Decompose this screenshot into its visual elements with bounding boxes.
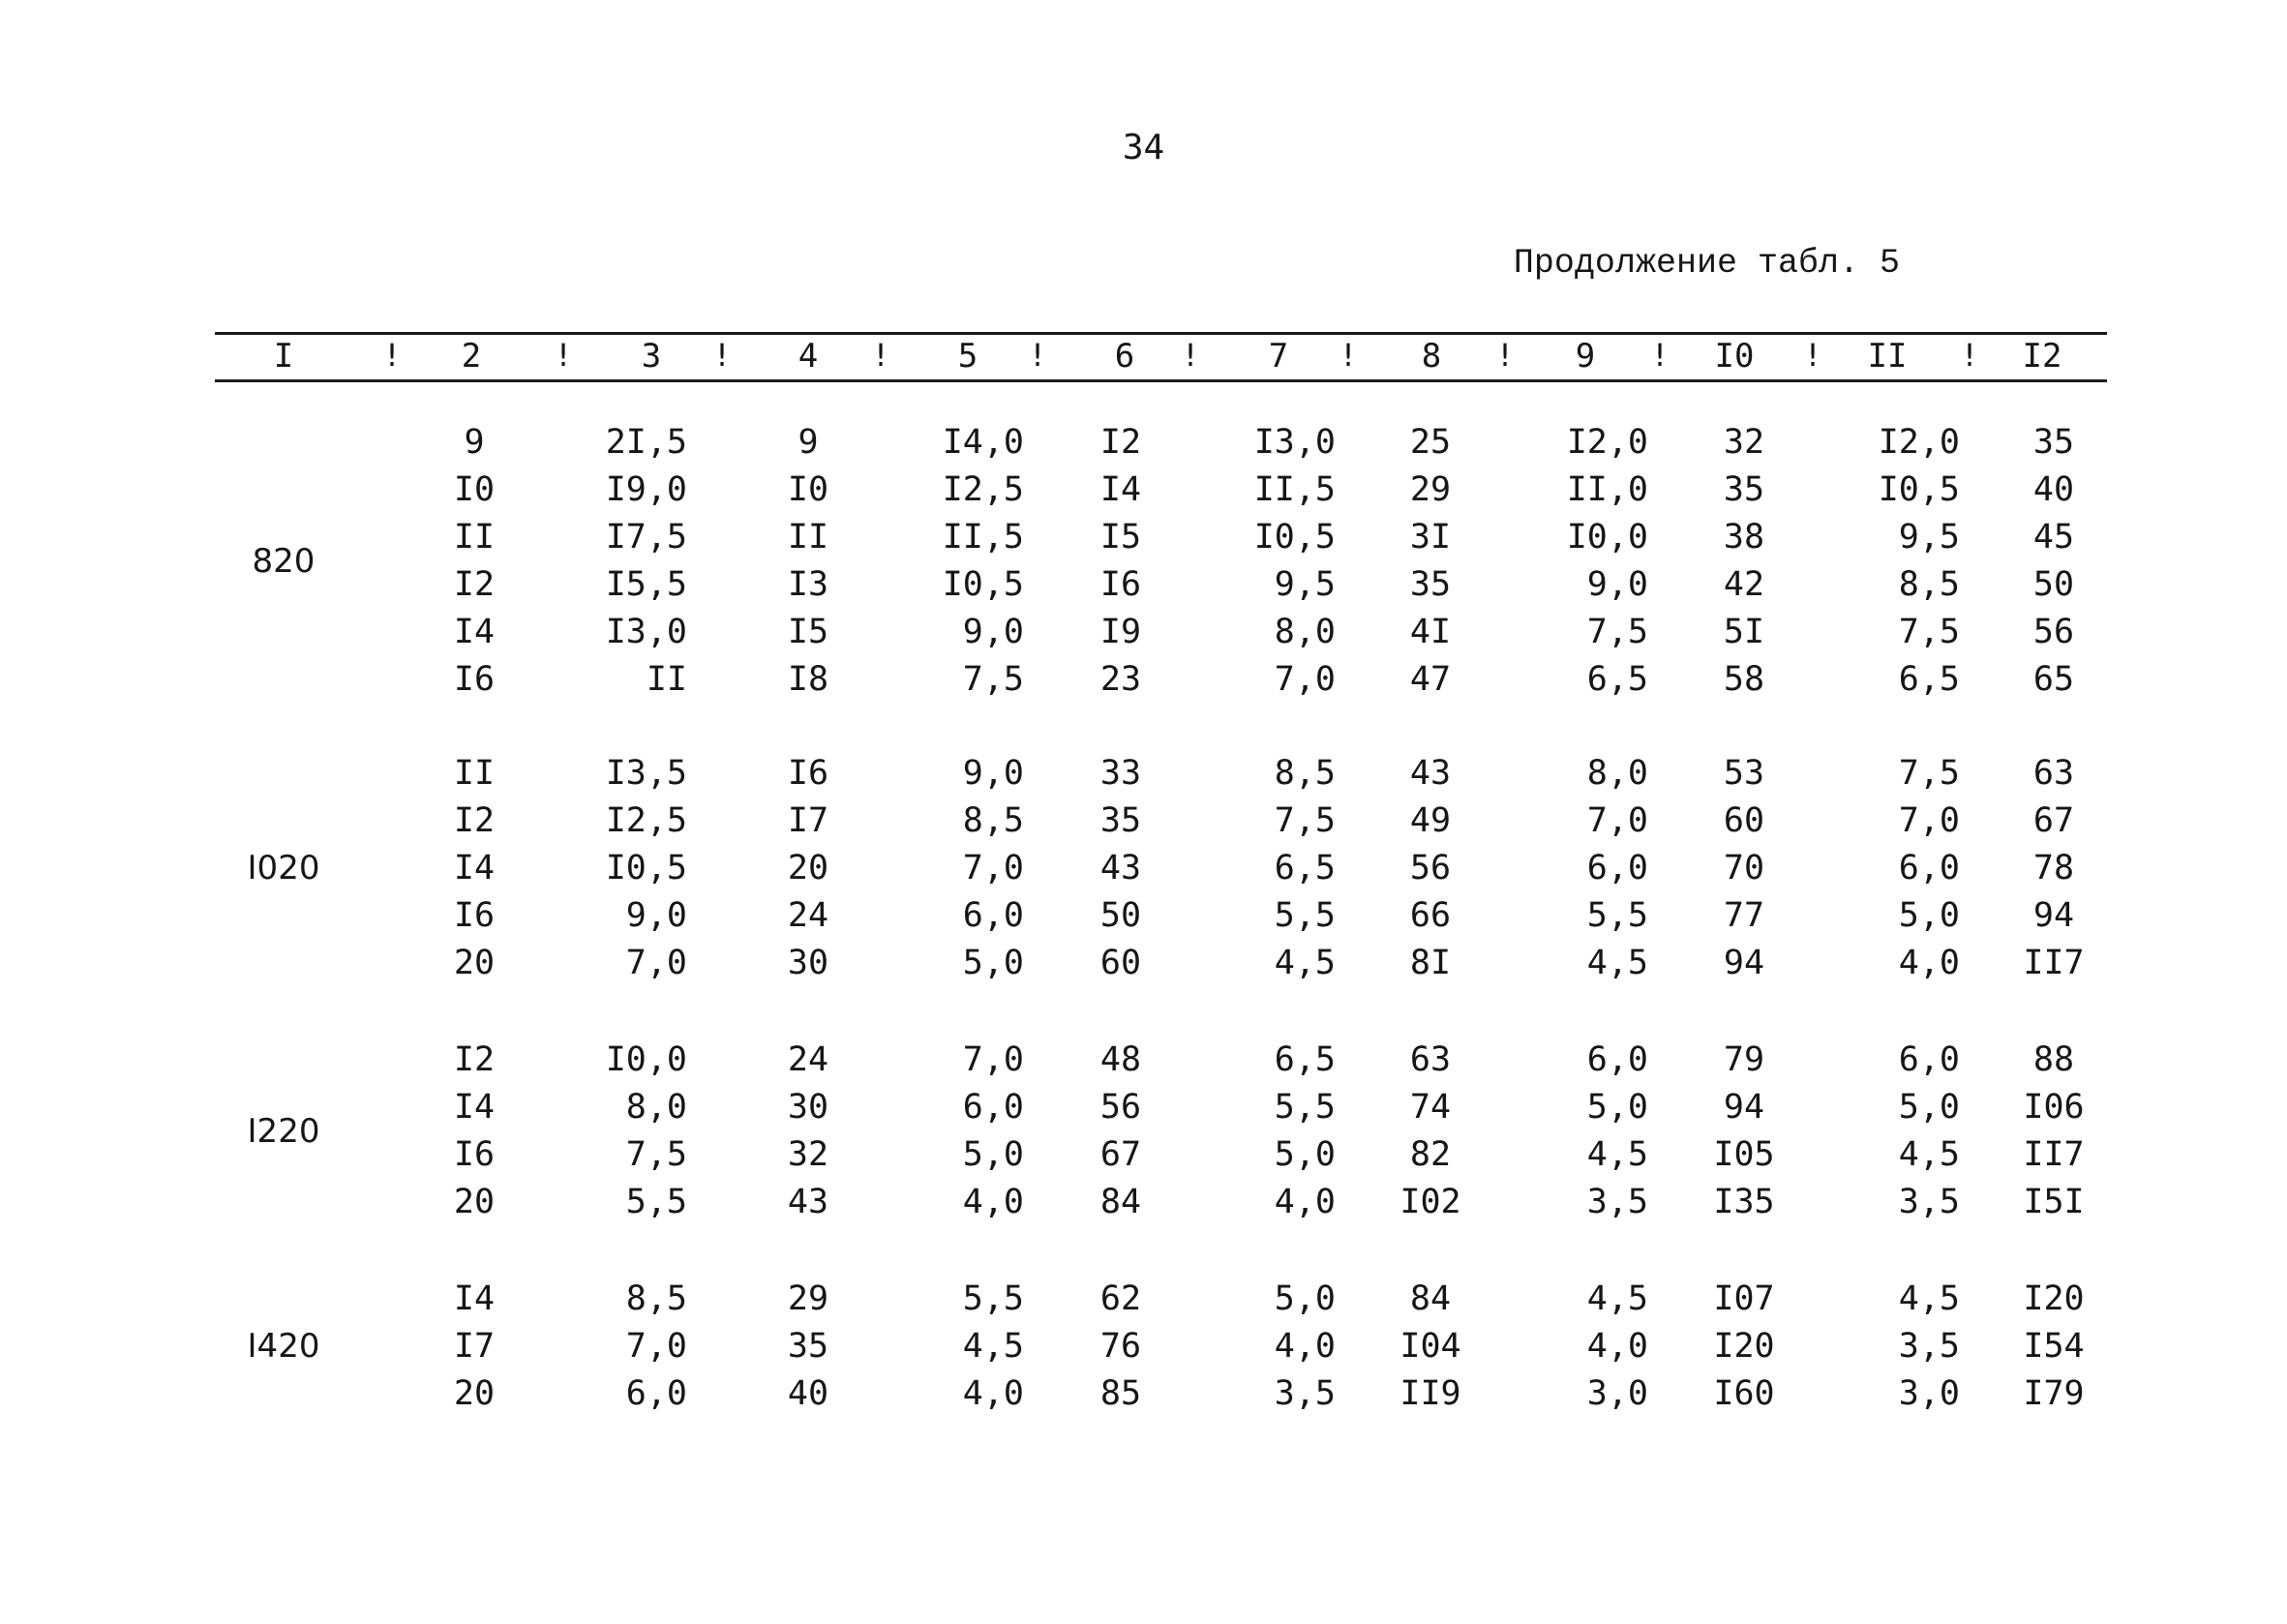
table-cell-col-5: 8,5: [962, 801, 1024, 840]
table-cell-col-4: I3: [787, 565, 829, 604]
table-cell-col-3: I0,5: [605, 849, 687, 887]
group-diameter-label: I420: [247, 1327, 320, 1366]
table-cell-col-3: 2I,5: [605, 423, 687, 462]
table-cell-col-11: I0,5: [1878, 470, 1960, 509]
table-cell-col-6: 23: [1099, 660, 1142, 699]
table-cell-col-6: 43: [1099, 849, 1142, 887]
table-cell-col-8: 3I: [1409, 518, 1452, 556]
table-cell-col-3: I0,0: [605, 1040, 687, 1079]
column-header-8: 8: [1421, 337, 1442, 376]
table-cell-col-6: 67: [1099, 1135, 1142, 1174]
table-cell-col-6: I9: [1099, 613, 1142, 651]
table-cell-col-10: I20: [1713, 1327, 1775, 1366]
column-header-1: I: [273, 337, 294, 376]
column-header-10: I0: [1714, 337, 1755, 376]
table-cell-col-3: 8,5: [625, 1279, 687, 1318]
table-cell-col-3: 5,5: [625, 1183, 687, 1221]
table-cell-col-4: 9: [797, 423, 819, 462]
table-cell-col-6: I5: [1099, 518, 1142, 556]
table-cell-col-7: 6,5: [1274, 1040, 1336, 1079]
table-cell-col-5: 7,0: [962, 1040, 1024, 1079]
table-cell-col-4: I5: [787, 613, 829, 651]
table-cell-col-3: 9,0: [625, 896, 687, 935]
page-number: 34: [1122, 128, 1165, 167]
table-cell-col-7: I3,0: [1253, 423, 1336, 462]
table-cell-col-4: I6: [787, 754, 829, 793]
table-cell-col-8: 63: [1409, 1040, 1452, 1079]
table-cell-col-8: 84: [1409, 1279, 1452, 1318]
table-cell-col-5: 6,0: [962, 896, 1024, 935]
table-cell-col-6: 76: [1099, 1327, 1142, 1366]
table-cell-col-6: 60: [1099, 944, 1142, 982]
table-cell-col-7: 8,5: [1274, 754, 1336, 793]
column-separator: !: [1960, 337, 1979, 374]
table-cell-col-8: 43: [1409, 754, 1452, 793]
table-cell-col-9: I0,0: [1566, 518, 1648, 556]
table-cell-col-8: 4I: [1409, 613, 1452, 651]
table-cell-col-12: 56: [2032, 613, 2075, 651]
table-cell-col-10: 53: [1723, 754, 1765, 793]
table-cell-col-4: 35: [787, 1327, 829, 1366]
table-cell-col-12: II7: [2023, 944, 2085, 982]
table-cell-col-10: I60: [1713, 1374, 1775, 1413]
table-header-row: [0, 337, 2287, 377]
group-diameter-label: 820: [252, 541, 316, 581]
column-separator: !: [1650, 337, 1670, 374]
table-cell-col-12: 50: [2032, 565, 2075, 604]
table-cell-col-7: I0,5: [1253, 518, 1336, 556]
table-cell-col-2: I4: [453, 849, 496, 887]
table-cell-col-11: 5,0: [1898, 1088, 1960, 1127]
table-cell-col-12: 67: [2032, 801, 2075, 840]
table-cell-col-9: II,0: [1566, 470, 1648, 509]
table-cell-col-3: II: [646, 660, 687, 699]
table-cell-col-2: I2: [453, 565, 496, 604]
table-cell-col-9: 4,5: [1586, 1135, 1648, 1174]
table-cell-col-11: 9,5: [1898, 518, 1960, 556]
table-cell-col-2: II: [453, 518, 496, 556]
table-cell-col-2: 20: [453, 944, 496, 982]
table-cell-col-10: 60: [1723, 801, 1765, 840]
table-cell-col-6: 62: [1099, 1279, 1142, 1318]
table-cell-col-11: 5,0: [1898, 896, 1960, 935]
table-cell-col-5: 5,0: [962, 1135, 1024, 1174]
table-cell-col-7: II,5: [1253, 470, 1336, 509]
table-cell-col-8: 47: [1409, 660, 1452, 699]
table-cell-col-7: 5,5: [1274, 1088, 1336, 1127]
table-cell-col-4: 20: [787, 849, 829, 887]
table-cell-col-2: I7: [453, 1327, 496, 1366]
table-cell-col-3: 7,0: [625, 1327, 687, 1366]
table-cell-col-2: I0: [453, 470, 496, 509]
table-cell-col-3: I3,5: [605, 754, 687, 793]
table-cell-col-12: 63: [2032, 754, 2075, 793]
table-cell-col-2: 20: [453, 1183, 496, 1221]
table-cell-col-8: 29: [1409, 470, 1452, 509]
table-cell-col-8: 56: [1409, 849, 1452, 887]
table-cell-col-10: 94: [1723, 944, 1765, 982]
table-cell-col-12: 88: [2032, 1040, 2075, 1079]
table-cell-col-10: 38: [1723, 518, 1765, 556]
table-cell-col-2: I4: [453, 1088, 496, 1127]
table-cell-col-6: 48: [1099, 1040, 1142, 1079]
table-cell-col-3: I7,5: [605, 518, 687, 556]
column-header-5: 5: [957, 337, 978, 376]
table-cell-col-7: 3,5: [1274, 1374, 1336, 1413]
table-cell-col-7: 6,5: [1274, 849, 1336, 887]
table-cell-col-12: I5I: [2023, 1183, 2085, 1221]
table-cell-col-4: 24: [787, 896, 829, 935]
table-cell-col-10: 79: [1723, 1040, 1765, 1079]
table-cell-col-4: I7: [787, 801, 829, 840]
table-cell-col-8: 8I: [1409, 944, 1452, 982]
table-cell-col-11: 4,5: [1898, 1135, 1960, 1174]
table-cell-col-8: 25: [1409, 423, 1452, 462]
table-header-rule: [215, 379, 2107, 382]
table-cell-col-9: 7,0: [1586, 801, 1648, 840]
table-cell-col-8: I02: [1399, 1183, 1461, 1221]
table-cell-col-9: 6,0: [1586, 849, 1648, 887]
table-cell-col-4: 29: [787, 1279, 829, 1318]
table-cell-col-11: 6,0: [1898, 1040, 1960, 1079]
table-cell-col-4: 30: [787, 1088, 829, 1127]
table-cell-col-7: 5,5: [1274, 896, 1336, 935]
table-cell-col-11: 6,0: [1898, 849, 1960, 887]
column-separator: !: [1803, 337, 1822, 374]
table-cell-col-7: 5,0: [1274, 1135, 1336, 1174]
table-cell-col-8: I04: [1399, 1327, 1461, 1366]
table-cell-col-3: I2,5: [605, 801, 687, 840]
column-header-6: 6: [1114, 337, 1135, 376]
table-cell-col-5: I2,5: [942, 470, 1024, 509]
table-cell-col-6: I6: [1099, 565, 1142, 604]
table-cell-col-7: 4,5: [1274, 944, 1336, 982]
table-cell-col-5: 7,5: [962, 660, 1024, 699]
table-cell-col-12: I06: [2023, 1088, 2085, 1127]
table-cell-col-2: I6: [453, 896, 496, 935]
table-cell-col-12: 40: [2032, 470, 2075, 509]
table-cell-col-9: 9,0: [1586, 565, 1648, 604]
table-cell-col-2: I4: [453, 1279, 496, 1318]
table-cell-col-12: 65: [2032, 660, 2075, 699]
table-cell-col-3: I3,0: [605, 613, 687, 651]
table-cell-col-5: I0,5: [942, 565, 1024, 604]
table-cell-col-9: 4,5: [1586, 1279, 1648, 1318]
table-cell-col-9: 3,5: [1586, 1183, 1648, 1221]
column-separator: !: [1181, 337, 1200, 374]
table-cell-col-7: 7,5: [1274, 801, 1336, 840]
table-cell-col-12: 35: [2032, 423, 2075, 462]
table-cell-col-10: I05: [1713, 1135, 1775, 1174]
table-cell-col-10: 58: [1723, 660, 1765, 699]
column-separator: !: [382, 337, 402, 374]
table-cell-col-4: 43: [787, 1183, 829, 1221]
table-cell-col-7: 8,0: [1274, 613, 1336, 651]
table-cell-col-5: I4,0: [942, 423, 1024, 462]
table-cell-col-6: 85: [1099, 1374, 1142, 1413]
table-cell-col-10: 35: [1723, 470, 1765, 509]
table-cell-col-2: I2: [453, 801, 496, 840]
table-cell-col-4: II: [787, 518, 829, 556]
table-cell-col-10: 5I: [1723, 613, 1765, 651]
table-cell-col-9: 8,0: [1586, 754, 1648, 793]
table-cell-col-10: 94: [1723, 1088, 1765, 1127]
table-cell-col-11: 4,0: [1898, 944, 1960, 982]
table-cell-col-5: 7,0: [962, 849, 1024, 887]
table-cell-col-9: 5,5: [1586, 896, 1648, 935]
table-cell-col-6: 50: [1099, 896, 1142, 935]
table-cell-col-5: 4,0: [962, 1183, 1024, 1221]
table-cell-col-2: I2: [453, 1040, 496, 1079]
table-cell-col-11: 4,5: [1898, 1279, 1960, 1318]
table-cell-col-6: 35: [1099, 801, 1142, 840]
table-cell-col-8: II9: [1399, 1374, 1461, 1413]
table-cell-col-6: 84: [1099, 1183, 1142, 1221]
table-cell-col-3: I5,5: [605, 565, 687, 604]
table-cell-col-11: I2,0: [1878, 423, 1960, 462]
table-cell-col-4: 40: [787, 1374, 829, 1413]
table-cell-col-9: 3,0: [1586, 1374, 1648, 1413]
table-cell-col-3: 7,5: [625, 1135, 687, 1174]
table-cell-col-11: 8,5: [1898, 565, 1960, 604]
table-cell-col-4: 30: [787, 944, 829, 982]
table-cell-col-6: I4: [1099, 470, 1142, 509]
table-cell-col-9: 6,5: [1586, 660, 1648, 699]
table-cell-col-12: I79: [2023, 1374, 2085, 1413]
table-cell-col-5: II,5: [942, 518, 1024, 556]
table-cell-col-11: 7,5: [1898, 754, 1960, 793]
table-cell-col-11: 3,0: [1898, 1374, 1960, 1413]
table-cell-col-5: 9,0: [962, 754, 1024, 793]
table-cell-col-10: 77: [1723, 896, 1765, 935]
column-separator: !: [1495, 337, 1515, 374]
column-header-9: 9: [1575, 337, 1596, 376]
table-cell-col-5: 4,5: [962, 1327, 1024, 1366]
table-cell-col-4: 32: [787, 1135, 829, 1174]
column-header-3: 3: [641, 337, 662, 376]
table-cell-col-6: 56: [1099, 1088, 1142, 1127]
table-cell-col-9: 7,5: [1586, 613, 1648, 651]
table-cell-col-3: I9,0: [605, 470, 687, 509]
table-cell-col-9: 5,0: [1586, 1088, 1648, 1127]
column-header-11: II: [1867, 337, 1908, 376]
table-cell-col-5: 5,5: [962, 1279, 1024, 1318]
table-cell-col-2: 9: [464, 423, 485, 462]
column-header-12: I2: [2022, 337, 2062, 376]
table-cell-col-3: 8,0: [625, 1088, 687, 1127]
table-cell-col-4: I8: [787, 660, 829, 699]
column-header-4: 4: [797, 337, 819, 376]
table-cell-col-5: 4,0: [962, 1374, 1024, 1413]
table-cell-col-11: 6,5: [1898, 660, 1960, 699]
table-cell-col-4: I0: [787, 470, 829, 509]
group-diameter-label: I220: [247, 1111, 320, 1151]
table-cell-col-10: I07: [1713, 1279, 1775, 1318]
table-cell-col-6: I2: [1099, 423, 1142, 462]
table-cell-col-12: 45: [2032, 518, 2075, 556]
column-header-7: 7: [1268, 337, 1289, 376]
table-cell-col-9: I2,0: [1566, 423, 1648, 462]
table-cell-col-8: 74: [1409, 1088, 1452, 1127]
table-cell-col-7: 4,0: [1274, 1327, 1336, 1366]
group-diameter-label: I020: [247, 849, 320, 887]
table-top-rule: [215, 332, 2107, 335]
table-cell-col-6: 33: [1099, 754, 1142, 793]
table-cell-col-2: II: [453, 754, 496, 793]
table-cell-col-7: 4,0: [1274, 1183, 1336, 1221]
table-cell-col-8: 82: [1409, 1135, 1452, 1174]
table-cell-col-8: 49: [1409, 801, 1452, 840]
column-separator: !: [712, 337, 732, 374]
table-cell-col-2: 20: [453, 1374, 496, 1413]
table-cell-col-12: I54: [2023, 1327, 2085, 1366]
table-cell-col-11: 3,5: [1898, 1327, 1960, 1366]
table-cell-col-10: 42: [1723, 565, 1765, 604]
table-cell-col-5: 6,0: [962, 1088, 1024, 1127]
table-cell-col-7: 5,0: [1274, 1279, 1336, 1318]
table-cell-col-10: 70: [1723, 849, 1765, 887]
table-cell-col-11: 7,5: [1898, 613, 1960, 651]
column-separator: !: [554, 337, 573, 374]
table-cell-col-5: 5,0: [962, 944, 1024, 982]
table-cell-col-2: I4: [453, 613, 496, 651]
table-cell-col-7: 9,5: [1274, 565, 1336, 604]
column-separator: !: [1028, 337, 1047, 374]
table-cell-col-12: I20: [2023, 1279, 2085, 1318]
table-cell-col-10: I35: [1713, 1183, 1775, 1221]
table-cell-col-2: I6: [453, 660, 496, 699]
table-cell-col-2: I6: [453, 1135, 496, 1174]
table-cell-col-9: 4,5: [1586, 944, 1648, 982]
column-separator: !: [871, 337, 890, 374]
table-cell-col-8: 35: [1409, 565, 1452, 604]
table-cell-col-4: 24: [787, 1040, 829, 1079]
table-cell-col-12: 78: [2032, 849, 2075, 887]
table-cell-col-5: 9,0: [962, 613, 1024, 651]
table-cell-col-8: 66: [1409, 896, 1452, 935]
table-cell-col-12: II7: [2023, 1135, 2085, 1174]
table-cell-col-11: 3,5: [1898, 1183, 1960, 1221]
table-caption: Продолжение табл. 5: [1513, 244, 1900, 283]
table-cell-col-10: 32: [1723, 423, 1765, 462]
table-cell-col-9: 6,0: [1586, 1040, 1648, 1079]
table-cell-col-9: 4,0: [1586, 1327, 1648, 1366]
column-header-2: 2: [461, 337, 482, 376]
table-cell-col-3: 6,0: [625, 1374, 687, 1413]
column-separator: !: [1339, 337, 1358, 374]
table-cell-col-12: 94: [2032, 896, 2075, 935]
table-cell-col-11: 7,0: [1898, 801, 1960, 840]
table-cell-col-3: 7,0: [625, 944, 687, 982]
table-cell-col-7: 7,0: [1274, 660, 1336, 699]
